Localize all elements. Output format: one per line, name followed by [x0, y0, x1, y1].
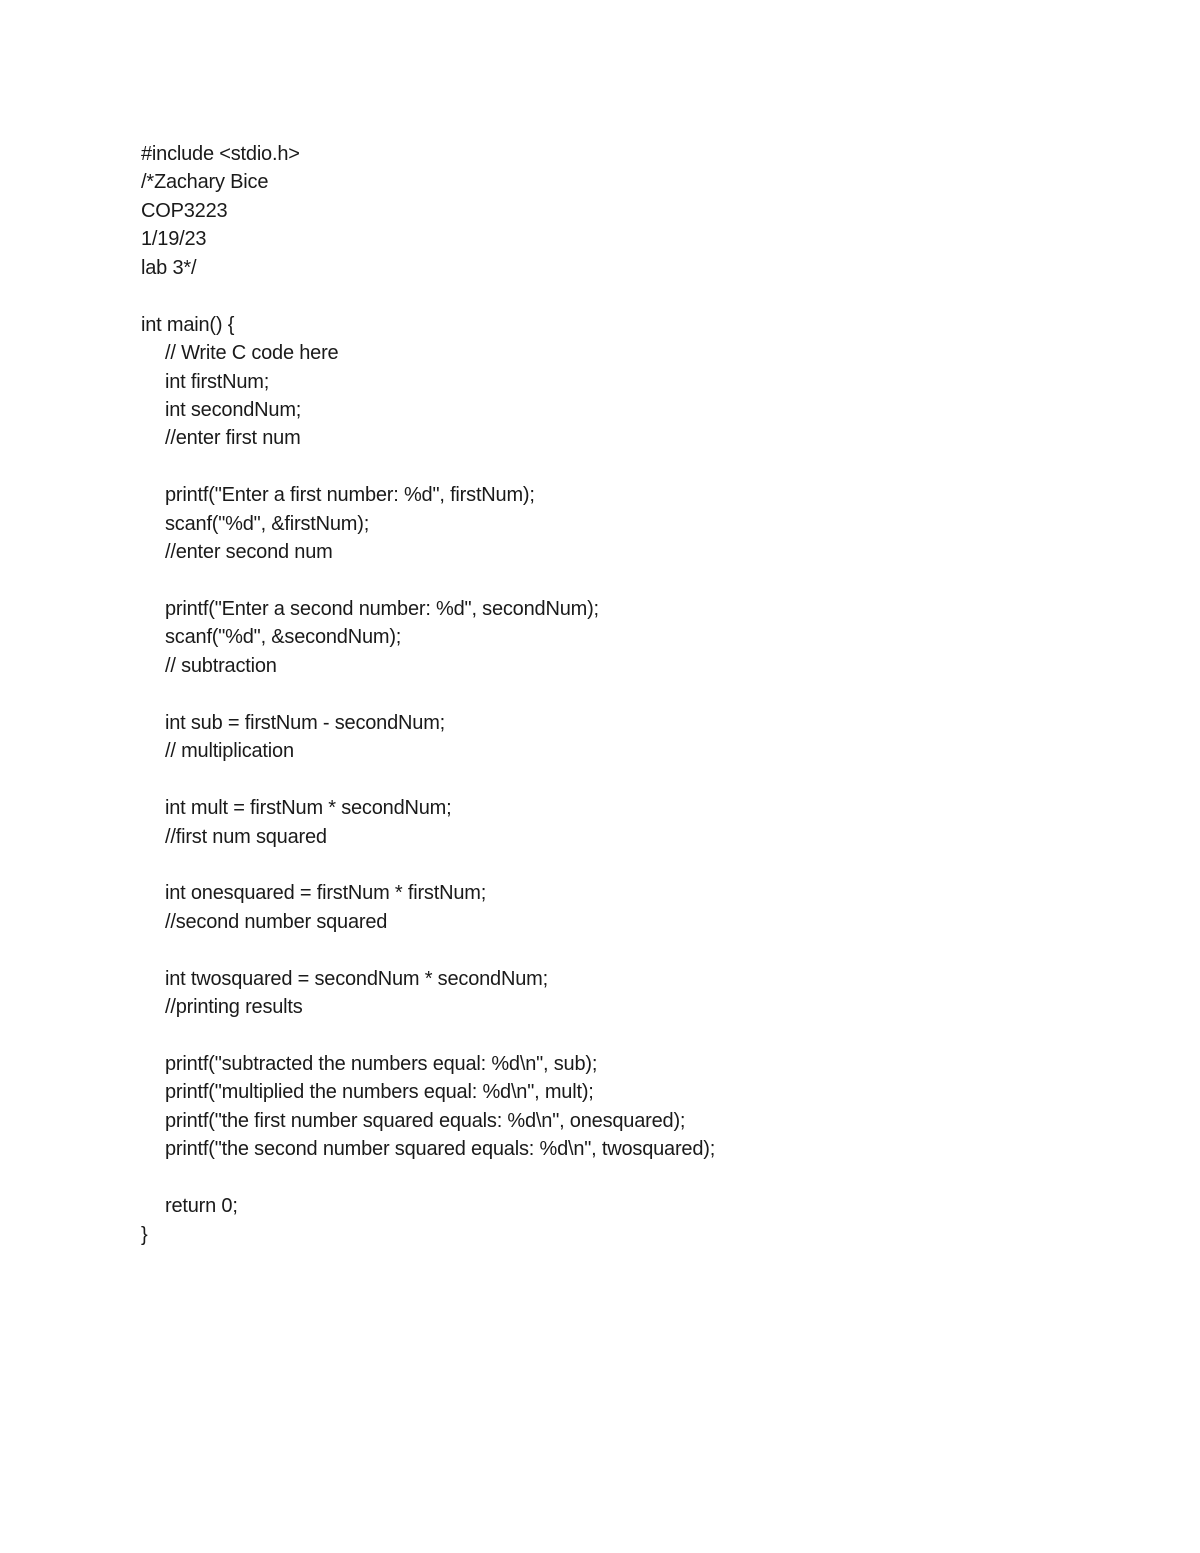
blank-line — [141, 567, 715, 595]
code-listing — [141, 140, 715, 1249]
blank-line — [141, 1022, 715, 1050]
code-line: //printing results — [165, 996, 303, 1019]
code-line: // subtraction — [165, 654, 277, 677]
blank-line — [141, 282, 715, 310]
code-line: int sub = firstNum - secondNum; — [165, 711, 446, 734]
blank-line — [141, 851, 715, 879]
blank-line — [141, 1164, 715, 1192]
code-line: int firstNum; — [165, 370, 270, 393]
blank-line — [141, 453, 715, 481]
code-line: printf("subtracted the numbers equal: %d\n", sub); — [165, 1053, 598, 1075]
code-line: /*Zachary Bice — [141, 171, 269, 194]
code-line: } — [141, 1223, 148, 1246]
blank-line — [141, 936, 715, 964]
code-line: int onesquared = firstNum * firstNum; — [165, 882, 487, 905]
code-line: //enter second num — [165, 541, 333, 564]
code-line: int mult = firstNum * secondNum; — [165, 797, 452, 820]
code-line: int secondNum; — [165, 398, 302, 421]
code-line: lab 3*/ — [141, 256, 197, 279]
blank-line — [141, 680, 715, 708]
code-line: // multiplication — [165, 740, 294, 763]
code-line: scanf("%d", &firstNum); — [165, 512, 370, 535]
code-line: return 0; — [165, 1195, 238, 1218]
code-line: printf("Enter a second number: %d", secondNum); — [165, 598, 599, 620]
code-line: //second number squared — [165, 910, 388, 933]
code-line: // Write C code here — [165, 342, 339, 365]
code-line: #include <stdio.h> — [141, 143, 300, 165]
code-line: scanf("%d", &secondNum); — [165, 626, 402, 649]
code-line: //first num squared — [165, 825, 327, 848]
code-line: int twosquared = secondNum * secondNum; — [165, 967, 548, 990]
code-line: printf("Enter a first number: %d", firstNum); — [165, 484, 535, 507]
code-line: printf("the second number squared equals: %d\n", twosquared); — [165, 1138, 716, 1161]
code-line: 1/19/23 — [141, 228, 207, 251]
code-line: int main() { — [141, 313, 235, 336]
code-line: printf("the first number squared equals: %d\n", onesquared); — [165, 1109, 686, 1132]
code-line: //enter first num — [165, 427, 301, 450]
code-line: COP3223 — [141, 199, 228, 222]
blank-line — [141, 766, 715, 794]
code-line: printf("multiplied the numbers equal: %d\n", mult); — [165, 1081, 594, 1104]
